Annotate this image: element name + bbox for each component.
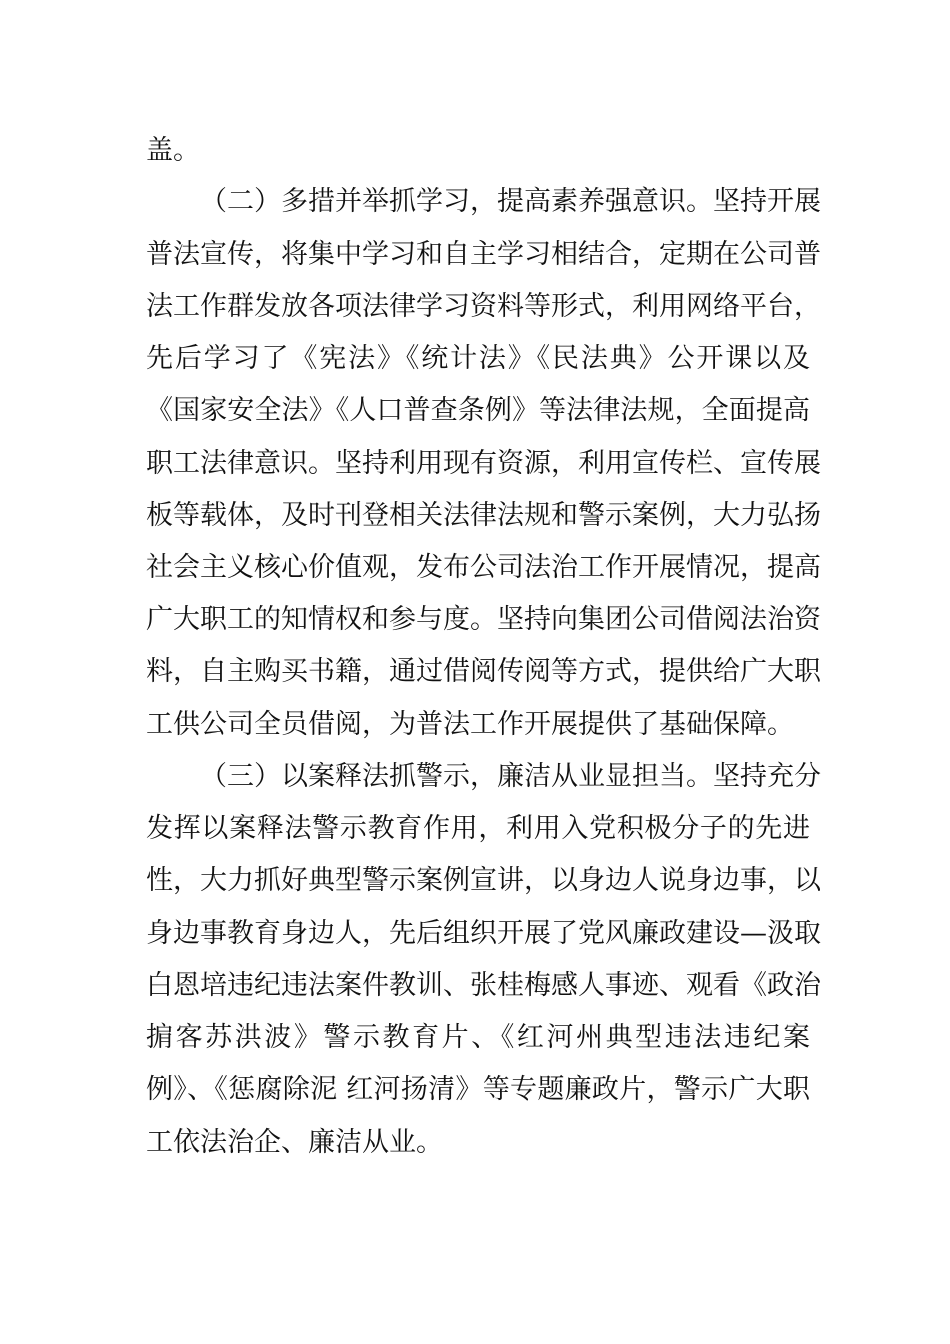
text-line: 《国家安全法》《人口普查条例》等法律法规，全面提高 <box>146 395 810 426</box>
text-line: 职工法律意识。坚持利用现有资源，利用宣传栏、宣传展 <box>146 448 821 479</box>
text-line: 法工作群发放各项法律学习资料等形式，利用网络平台， <box>146 291 821 322</box>
text-line: 普法宣传，将集中学习和自主学习相结合，定期在公司普 <box>146 239 821 270</box>
text-line: 工依法治企、廉洁从业。 <box>146 1127 443 1158</box>
paragraph-three-start: （三）以案释法抓警示，廉洁从业显担当。坚持充分 <box>200 761 821 792</box>
text-line: 白恩培违纪违法案件教训、张桂梅感人事迹、观看《政治 <box>146 970 821 1001</box>
text-line: 板等载体，及时刊登相关法律法规和警示案例，大力弘扬 <box>146 500 821 531</box>
text-line: 性，大力抓好典型警示案例宣讲，以身边人说身边事，以 <box>146 865 821 896</box>
paragraph-two-start: （二）多措并举抓学习，提高素养强意识。坚持开展 <box>200 186 821 217</box>
text-line: 广大职工的知情权和参与度。坚持向集团公司借阅法治资 <box>146 604 821 635</box>
text-line: 例》、《惩腐除泥 红河扬清》等专题廉政片，警示广大职 <box>146 1074 810 1105</box>
text-line: 发挥以案释法警示教育作用，利用入党积极分子的先进 <box>146 813 810 844</box>
text-line: 盖。 <box>146 135 200 166</box>
text-line: 掮客苏洪波》警示教育片、《红河州典型违法违纪案 <box>146 1022 810 1053</box>
text-line: 先后学习了《宪法》《统计法》《民法典》公开课以及 <box>146 343 810 374</box>
text-line: 身边事教育身边人，先后组织开展了党风廉政建设—汲取 <box>146 918 821 949</box>
text-line: 社会主义核心价值观，发布公司法治工作开展情况，提高 <box>146 552 821 583</box>
text-line: 工供公司全员借阅，为普法工作开展提供了基础保障。 <box>146 709 794 740</box>
text-line: 料，自主购买书籍，通过借阅传阅等方式，提供给广大职 <box>146 656 821 687</box>
